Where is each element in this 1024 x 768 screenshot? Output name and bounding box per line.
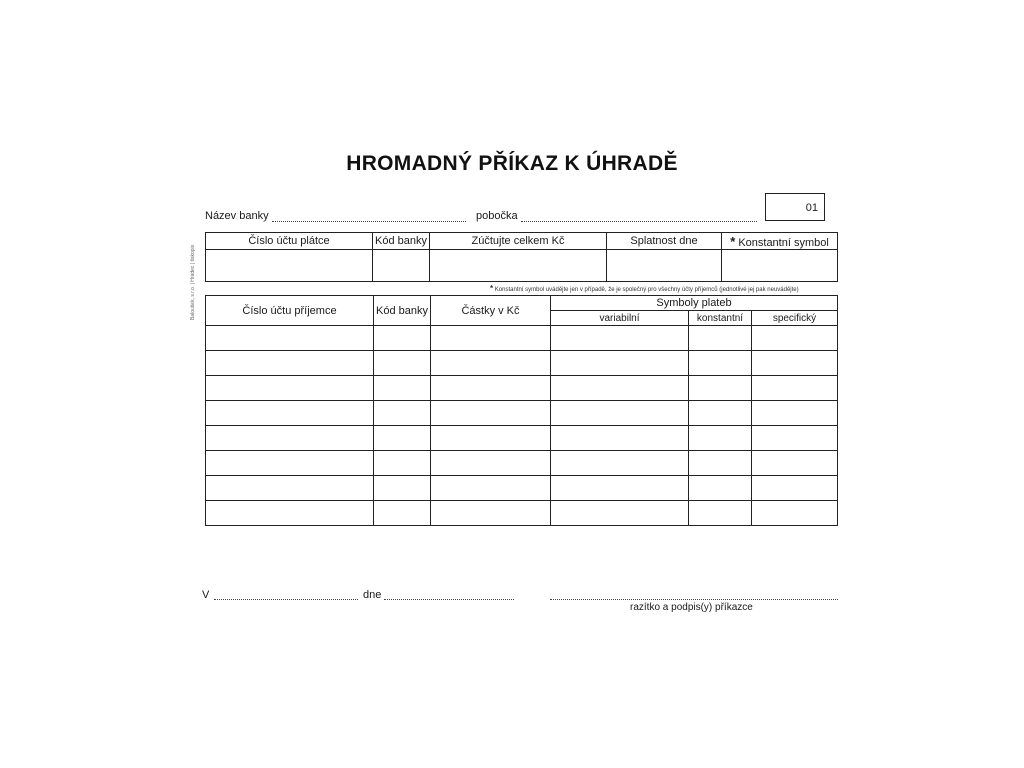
recipient-account-cell[interactable]: [206, 501, 374, 526]
place-label: V: [202, 589, 210, 601]
recipient-bank-code-cell[interactable]: [374, 451, 431, 476]
payer-account-header: Číslo účtu plátce: [206, 233, 373, 250]
signature-label: razítko a podpis(y) příkazce: [630, 602, 753, 613]
constant-symbol-cell[interactable]: [689, 351, 752, 376]
asterisk-mark: *: [730, 233, 736, 249]
table-row: [206, 401, 838, 426]
amount-cell[interactable]: [431, 326, 551, 351]
constant-symbol-cell[interactable]: [689, 451, 752, 476]
recipient-bank-code-cell[interactable]: [374, 376, 431, 401]
variable-symbol-cell[interactable]: [551, 451, 689, 476]
table-row: [206, 426, 838, 451]
recipient-account-header: Číslo účtu příjemce: [206, 296, 374, 326]
recipient-bank-code-cell[interactable]: [374, 326, 431, 351]
variable-symbol-cell[interactable]: [551, 401, 689, 426]
recipient-account-cell[interactable]: [206, 376, 374, 401]
footnote: [490, 284, 799, 293]
due-date-header: Splatnost dne: [607, 233, 722, 250]
constant-symbol-cell[interactable]: [689, 376, 752, 401]
specific-symbol-cell[interactable]: [752, 401, 838, 426]
specific-symbol-cell[interactable]: [752, 351, 838, 376]
due-date-cell[interactable]: [607, 250, 722, 282]
bank-name-field[interactable]: [272, 221, 466, 222]
publisher-imprint: Baloušek, s.r.o. | Hradec | tiskopis: [190, 244, 196, 320]
amount-header: Částky v Kč: [431, 296, 551, 326]
specific-symbol-header: specifický: [752, 311, 838, 326]
table-row: [206, 376, 838, 401]
variable-symbol-cell[interactable]: [551, 501, 689, 526]
form-title: HROMADNÝ PŘÍKAZ K ÚHRADĚ: [346, 152, 678, 175]
amount-cell[interactable]: [431, 376, 551, 401]
payer-account-cell[interactable]: [206, 250, 373, 282]
amount-cell[interactable]: [431, 351, 551, 376]
recipient-bank-code-cell[interactable]: [374, 351, 431, 376]
constant-symbol-cell[interactable]: [689, 476, 752, 501]
recipient-account-cell[interactable]: [206, 451, 374, 476]
amount-cell[interactable]: [431, 501, 551, 526]
amount-cell[interactable]: [431, 476, 551, 501]
amount-cell[interactable]: [431, 401, 551, 426]
constant-symbol-cell[interactable]: [722, 250, 838, 282]
amount-cell[interactable]: [431, 451, 551, 476]
signature-field[interactable]: [550, 599, 838, 600]
recipient-bank-code-cell[interactable]: [374, 501, 431, 526]
variable-symbol-cell[interactable]: [551, 476, 689, 501]
payment-symbols-header: Symboly plateb: [551, 296, 838, 311]
variable-symbol-cell[interactable]: [551, 376, 689, 401]
branch-label: pobočka: [476, 210, 518, 222]
constant-symbol-cell[interactable]: [689, 401, 752, 426]
recipient-table: [205, 295, 838, 526]
specific-symbol-cell[interactable]: [752, 376, 838, 401]
place-field[interactable]: [214, 599, 358, 600]
constant-symbol-label: Konstantní symbol: [738, 236, 829, 249]
recipient-bank-code-header: Kód banky: [374, 296, 431, 326]
constant-symbol-cell[interactable]: [689, 426, 752, 451]
date-label: dne: [363, 589, 382, 601]
payer-bank-code-cell[interactable]: [373, 250, 430, 282]
recipient-account-cell[interactable]: [206, 426, 374, 451]
recipient-bank-code-cell[interactable]: [374, 426, 431, 451]
variable-symbol-cell[interactable]: [551, 351, 689, 376]
constant-symbol-cell[interactable]: [689, 326, 752, 351]
payer-total-cell[interactable]: [430, 250, 607, 282]
recipient-bank-code-cell[interactable]: [374, 401, 431, 426]
table-row: [206, 351, 838, 376]
specific-symbol-cell[interactable]: [752, 451, 838, 476]
variable-symbol-cell[interactable]: [551, 326, 689, 351]
variable-symbol-cell[interactable]: [551, 426, 689, 451]
specific-symbol-cell[interactable]: [752, 476, 838, 501]
form-number-box: [765, 193, 825, 221]
date-field[interactable]: [384, 599, 514, 600]
bank-name-label: Název banky: [205, 210, 269, 222]
constant-symbol-cell[interactable]: [689, 501, 752, 526]
branch-field[interactable]: [521, 221, 757, 222]
specific-symbol-cell[interactable]: [752, 326, 838, 351]
payer-bank-code-header: Kód banky: [373, 233, 430, 250]
payer-total-header: Zúčtujte celkem Kč: [430, 233, 607, 250]
table-row: [206, 501, 838, 526]
form-number: 01: [805, 202, 818, 214]
recipient-account-cell[interactable]: [206, 476, 374, 501]
specific-symbol-cell[interactable]: [752, 501, 838, 526]
constant-symbol-sub-header: konstantní: [689, 311, 752, 326]
variable-symbol-header: variabilní: [551, 311, 689, 326]
recipient-account-cell[interactable]: [206, 326, 374, 351]
payer-table: [205, 232, 838, 282]
amount-cell[interactable]: [431, 426, 551, 451]
footnote-text: Konstantní symbol uvádějte jen v případě, že je společný pro všechny účty příjemců (jednotlivé jej pak neuvádějte): [494, 287, 799, 293]
recipient-account-cell[interactable]: [206, 351, 374, 376]
specific-symbol-cell[interactable]: [752, 426, 838, 451]
recipient-account-cell[interactable]: [206, 401, 374, 426]
recipient-bank-code-cell[interactable]: [374, 476, 431, 501]
table-row: [206, 326, 838, 351]
constant-symbol-header: [722, 233, 838, 250]
table-row: [206, 451, 838, 476]
table-row: [206, 476, 838, 501]
footnote-asterisk: *: [490, 284, 494, 293]
